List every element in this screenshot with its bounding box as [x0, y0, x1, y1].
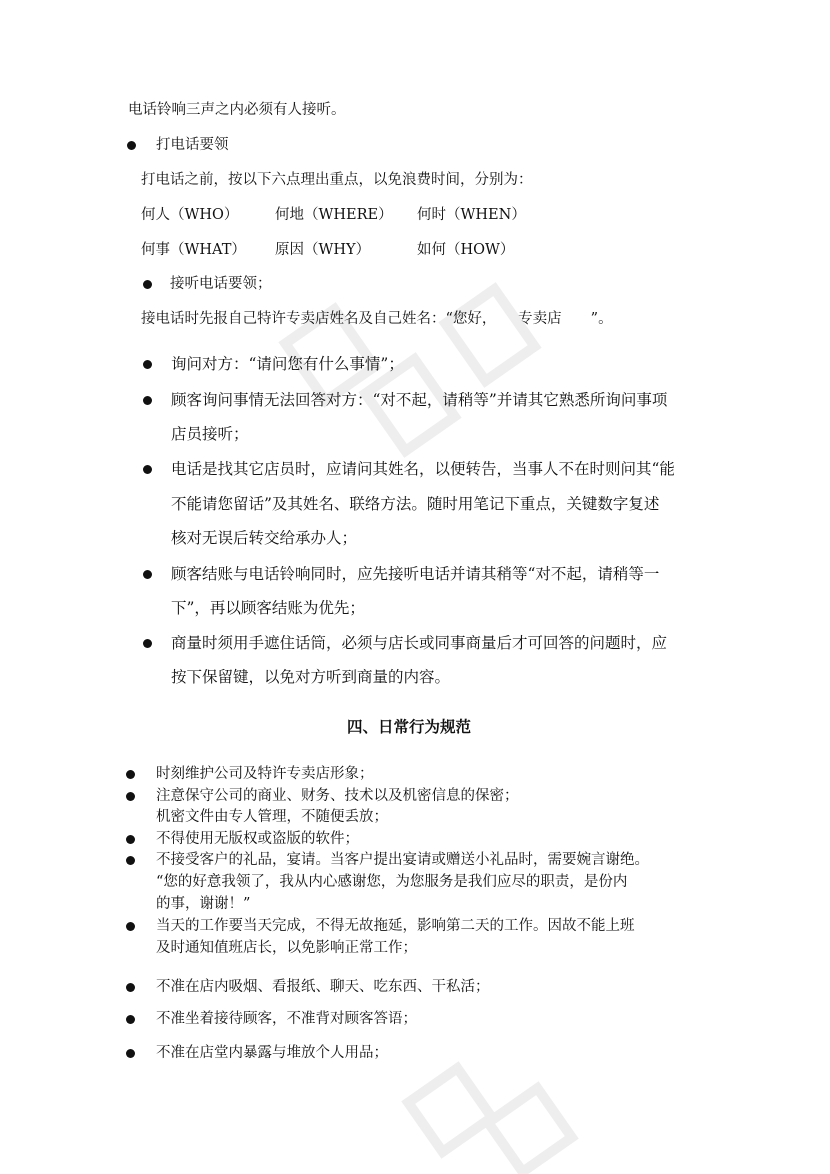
bullet-icon — [126, 1049, 135, 1058]
bullet-icon — [127, 141, 136, 150]
point-when: 何时（WHEN） — [417, 207, 526, 223]
rule-5-line-2: 及时通知值班店长，以免影响正常工作； — [156, 940, 417, 956]
rule-4-line-2: “您的好意我领了，我从内心感谢您，为您服务是我们应尽的职责，是份内 — [156, 874, 628, 890]
answering-title: 接听电话要领； — [170, 276, 272, 292]
rule-4-line-3: 的事，谢谢！” — [156, 896, 251, 912]
rule-5-line-1: 当天的工作要当天完成，不得无故拖延，影响第二天的工作。因故不能上班 — [156, 918, 635, 934]
bullet-icon — [143, 280, 152, 289]
rule-8-line-1: 不准在店堂内暴露与堆放个人用品； — [156, 1045, 388, 1061]
answer-item-5-line-2: 按下保留键，以免对方听到商量的内容。 — [171, 668, 451, 686]
bullet-icon — [126, 792, 135, 801]
answer-item-3-line-3: 核对无误后转交给承办人； — [171, 529, 358, 547]
section-heading: 四、日常行为规范 — [347, 717, 472, 736]
answer-item-1-line-1: 询问对方：“请问您有什么事情”； — [171, 355, 404, 373]
bullet-icon — [143, 570, 152, 579]
calling-intro: 打电话之前，按以下六点理出重点，以免浪费时间，分别为： — [141, 172, 533, 188]
calling-title: 打电话要领 — [156, 137, 229, 153]
bullet-icon — [126, 1015, 135, 1024]
bullet-icon — [126, 835, 135, 844]
bullet-icon — [126, 922, 135, 931]
rule-3-line-1: 不得使用无版权或盗版的软件； — [156, 831, 359, 847]
rule-1-line-1: 时刻维护公司及特许专卖店形象； — [156, 766, 374, 782]
rule-2-line-1: 注意保守公司的商业、财务、技术以及机密信息的保密； — [156, 788, 519, 804]
bullet-icon — [143, 396, 152, 405]
rule-4-line-1: 不接受客户的礼品，宴请。当客户提出宴请或赠送小礼品时，需要婉言谢绝。 — [156, 852, 649, 868]
bullet-icon — [126, 983, 135, 992]
answer-item-3-line-1: 电话是找其它店员时，应请问其姓名，以便转告，当事人不在时则问其“能 — [171, 460, 675, 478]
rule-2-line-2: 机密文件由专人管理，不随便丢放； — [156, 809, 388, 825]
bullet-icon — [126, 856, 135, 865]
point-why: 原因（WHY） — [275, 242, 371, 258]
answer-item-4-line-1: 顾客结账与电话铃响同时，应先接听电话并请其稍等“对不起，请稍等一 — [171, 565, 660, 583]
answer-item-2-line-1: 顾客询问事情无法回答对方：“对不起，请稍等”并请其它熟悉所询问事项 — [171, 391, 668, 409]
bullet-icon — [126, 770, 135, 779]
point-who: 何人（WHO） — [141, 207, 239, 223]
top-line: 电话铃响三声之内必须有人接听。 — [128, 102, 346, 118]
point-where: 何地（WHERE） — [275, 207, 393, 223]
answer-item-4-line-2: 下”，再以顾客结账为优先； — [171, 599, 365, 617]
point-what: 何事（WHAT） — [141, 242, 246, 258]
bullet-icon — [143, 465, 152, 474]
bullet-icon — [143, 639, 152, 648]
answer-item-2-line-2: 店员接听； — [171, 425, 249, 443]
answer-item-3-line-2: 不能请您留话”及其姓名、联络方法。随时用笔记下重点，关键数字复述 — [171, 495, 660, 513]
bullet-icon — [143, 360, 152, 369]
rule-7-line-1: 不准坐着接待顾客，不准背对顾客答语； — [156, 1011, 417, 1027]
point-how: 如何（HOW） — [417, 242, 515, 258]
answering-greeting: 接电话时先报自己特许专卖店姓名及自己姓名：“您好， 专卖店 ”。 — [141, 311, 613, 327]
rule-6-line-1: 不准在店内吸烟、看报纸、聊天、吃东西、干私活； — [156, 979, 490, 995]
answer-item-5-line-1: 商量时须用手遮住话筒，必须与店长或同事商量后才可回答的问题时，应 — [171, 634, 668, 652]
